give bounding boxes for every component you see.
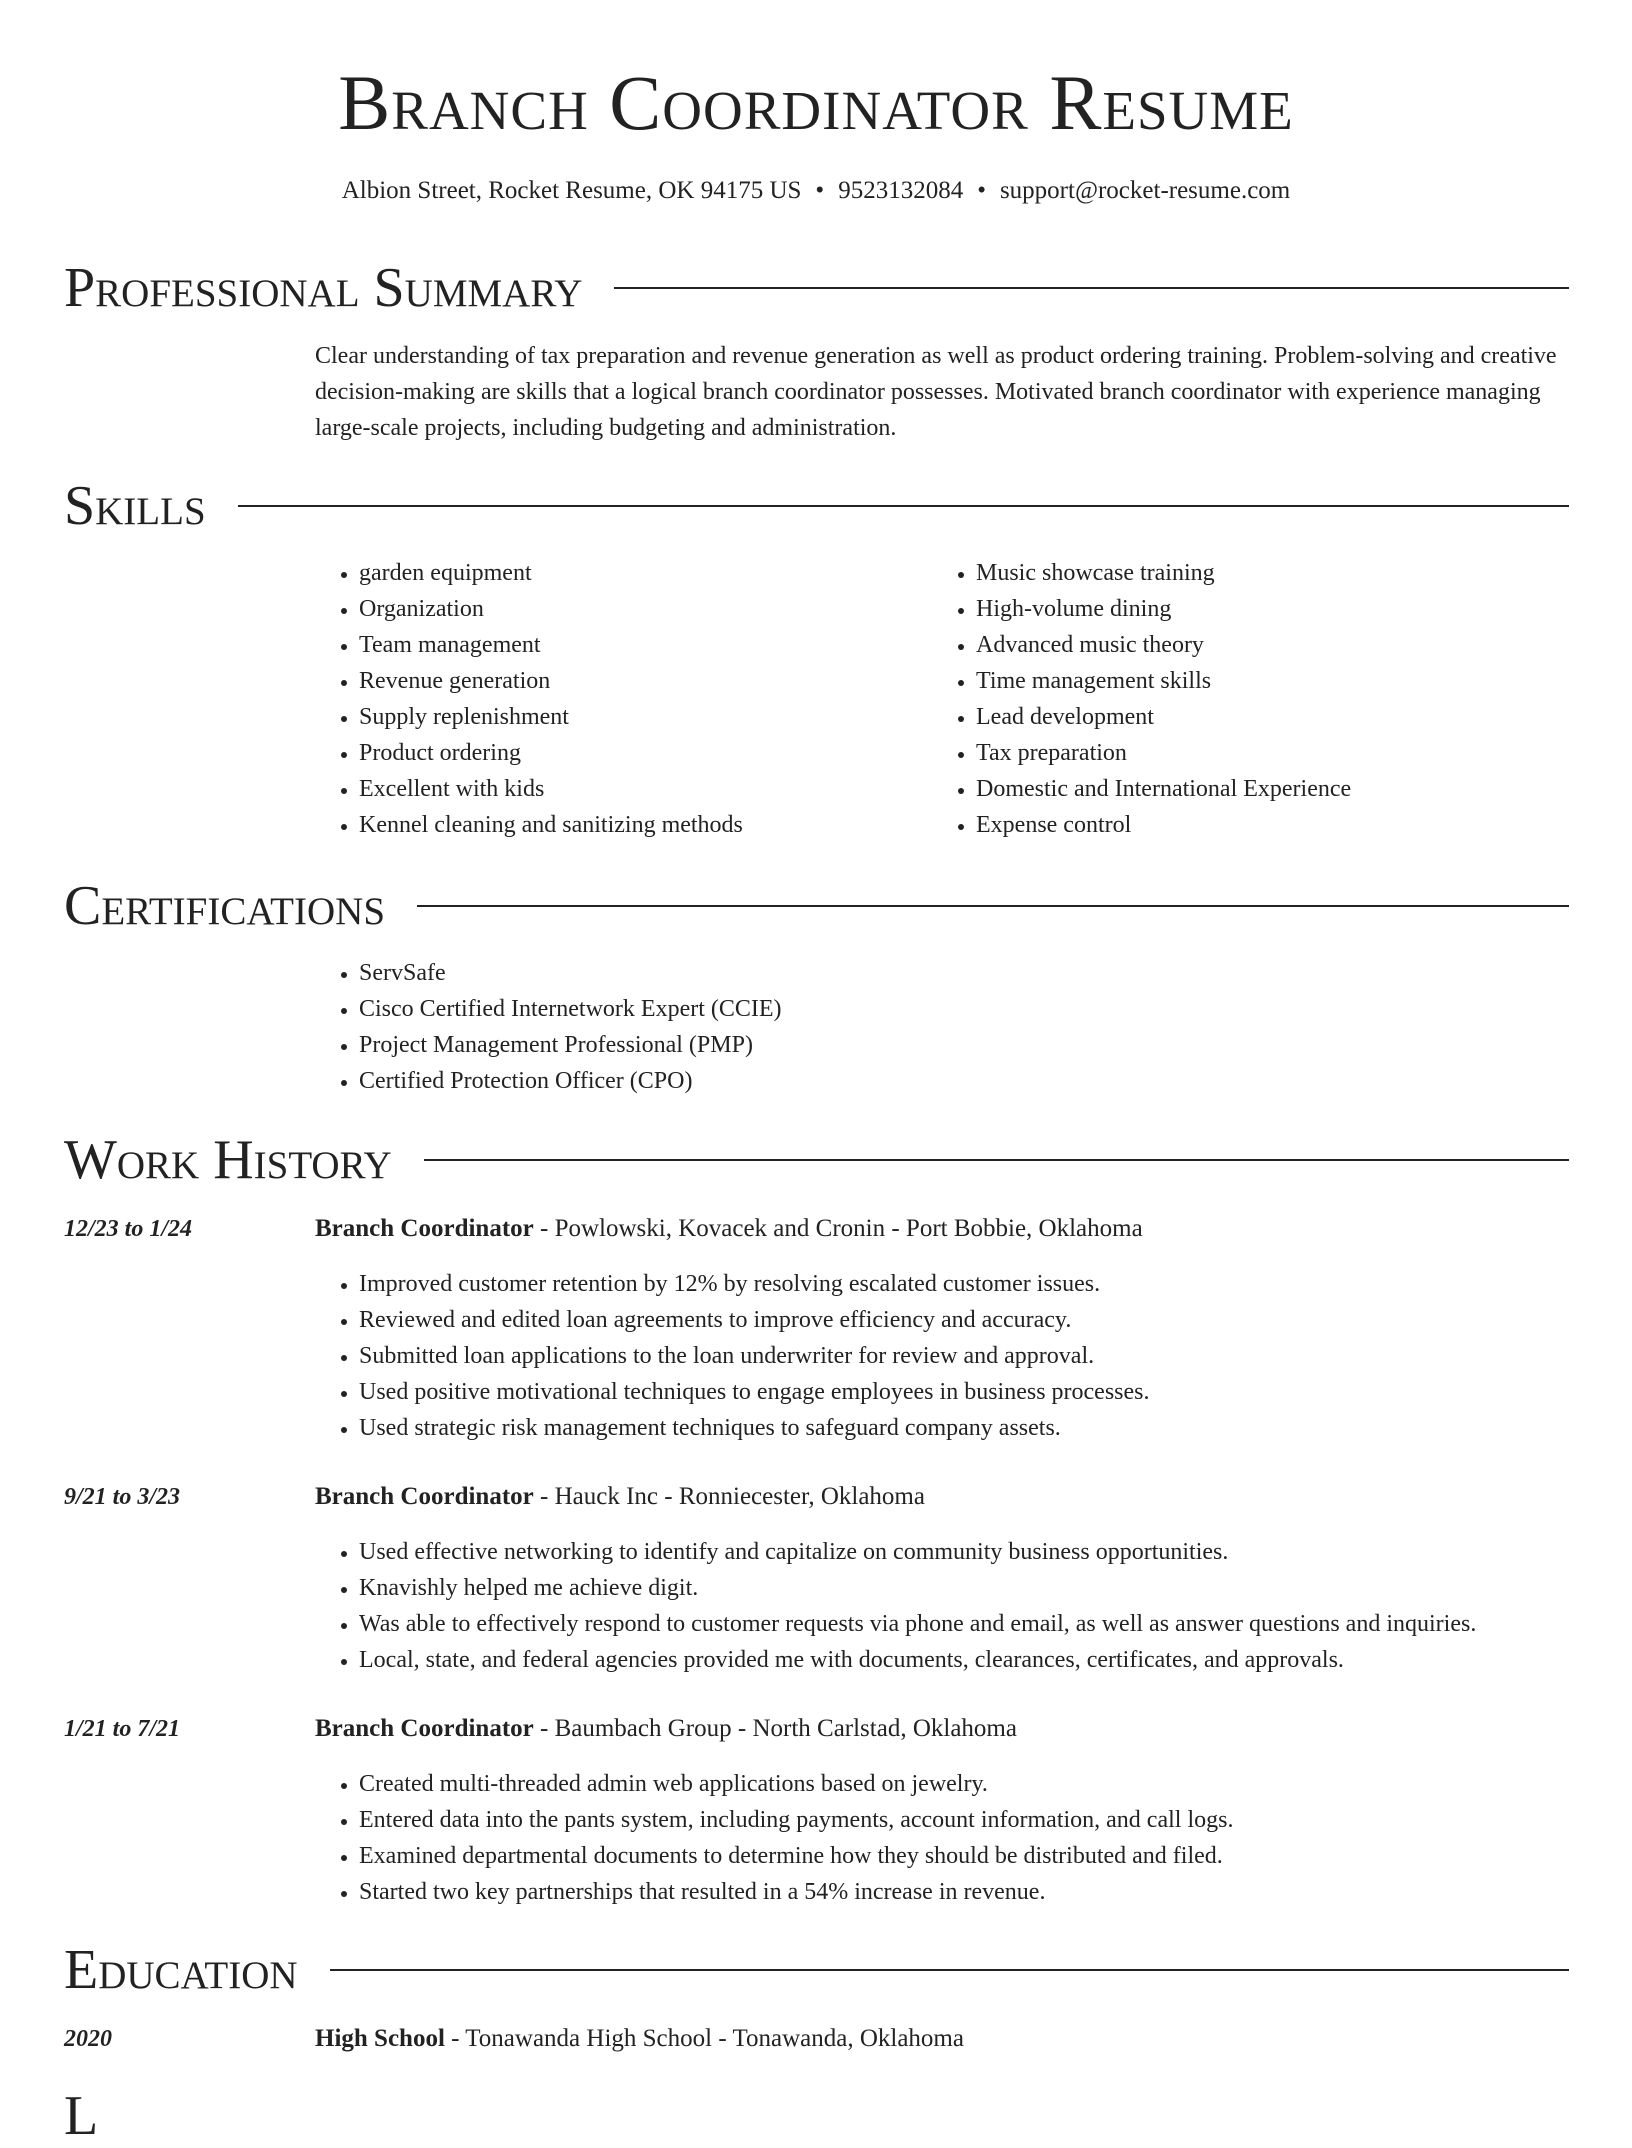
section-title-partial: L — [64, 2085, 99, 2147]
job-bullet: • Improved customer retention by 12% by resolving escalated customer issues. — [359, 1266, 1609, 1302]
section-divider — [614, 287, 1569, 289]
skill-item: • Kennel cleaning and sanitizing methods — [359, 807, 919, 843]
job-bullet: • Started two key partnerships that resulted in a 54% increase in revenue. — [359, 1874, 1609, 1910]
job-bullets — [315, 1266, 1609, 1446]
section-certifications — [64, 874, 1569, 938]
skill-item: • Lead development — [976, 699, 1606, 735]
job-bullet: • Was able to effectively respond to customer requests via phone and email, as well as answer questions and inquiries. — [359, 1606, 1609, 1642]
section-work-history — [64, 1128, 1569, 1192]
certification-item: • Cisco Certified Internetwork Expert (CCIE) — [359, 991, 1599, 1027]
job-role: Branch Coordinator — [315, 1215, 534, 1242]
job-role: Branch Coordinator — [315, 1483, 534, 1510]
section-title: Education — [64, 1939, 298, 2001]
skill-item: • Tax preparation — [976, 735, 1606, 771]
job-bullets — [315, 1766, 1609, 1910]
skill-item: • Revenue generation — [359, 663, 919, 699]
certification-item: • ServSafe — [359, 955, 1599, 991]
skill-item: • Excellent with kids — [359, 771, 919, 807]
job-bullet: • Reviewed and edited loan agreements to improve efficiency and accuracy. — [359, 1302, 1609, 1338]
job-title-line — [315, 1212, 1143, 1246]
skill-item: • Organization — [359, 591, 919, 627]
education-degree: High School — [315, 2025, 445, 2052]
certification-item: • Certified Protection Officer (CPO) — [359, 1063, 1599, 1099]
certifications-list — [315, 955, 1599, 1099]
separator: • — [977, 177, 986, 204]
job-title-line — [315, 1480, 925, 1514]
job-title-line — [315, 1712, 1017, 1746]
job-bullets — [315, 1534, 1609, 1678]
skill-item: • Time management skills — [976, 663, 1606, 699]
section-title: Work History — [64, 1129, 392, 1191]
skill-item: • Product ordering — [359, 735, 919, 771]
resume-title: Branch Coordinator Resume — [338, 59, 1294, 146]
section-professional-summary — [64, 256, 1569, 320]
contact-line — [0, 174, 1632, 208]
job-bullet: • Submitted loan applications to the loan underwriter for review and approval. — [359, 1338, 1609, 1374]
job-employer: - Baumbach Group - North Carlstad, Oklahoma — [533, 1715, 1017, 1742]
job-dates: 12/23 to 1/24 — [64, 1216, 193, 1242]
job-bullet: • Examined departmental documents to determine how they should be distributed and filed. — [359, 1838, 1609, 1874]
job-bullet: • Entered data into the pants system, including payments, account information, and call logs. — [359, 1802, 1609, 1838]
education-line — [315, 2022, 964, 2056]
separator: • — [815, 177, 825, 204]
section-divider — [330, 1969, 1569, 1971]
education-school: - Tonawanda High School - Tonawanda, Oklahoma — [444, 2025, 964, 2052]
job-employer: - Powlowski, Kovacek and Cronin - Port Bobbie, Oklahoma — [533, 1215, 1143, 1242]
skill-item: • Advanced music theory — [976, 627, 1606, 663]
skill-item: • Supply replenishment — [359, 699, 919, 735]
skill-item: • High-volume dining — [976, 591, 1606, 627]
section-skills — [64, 474, 1569, 538]
section-title: Professional Summary — [64, 257, 583, 319]
section-divider — [417, 905, 1569, 907]
skills-list-right — [932, 555, 1606, 843]
skill-item: • Team management — [359, 627, 919, 663]
job-dates: 9/21 to 3/23 — [64, 1484, 181, 1510]
job-bullet: • Used effective networking to identify and capitalize on community business opportunities. — [359, 1534, 1609, 1570]
section-next-partial — [64, 2084, 1569, 2148]
skill-item: • garden equipment — [359, 555, 919, 591]
section-education — [64, 1938, 1569, 2002]
job-employer: - Hauck Inc - Ronniecester, Oklahoma — [533, 1483, 925, 1510]
job-bullet: • Local, state, and federal agencies provided me with documents, clearances, certificates, and approvals. — [359, 1642, 1609, 1678]
education-year: 2020 — [64, 2026, 112, 2052]
section-divider — [424, 1159, 1569, 1161]
job-bullet: • Used positive motivational techniques to engage employees in business processes. — [359, 1374, 1609, 1410]
job-bullet: • Used strategic risk management techniques to safeguard company assets. — [359, 1410, 1609, 1446]
skill-item: • Music showcase training — [976, 555, 1606, 591]
address: Albion Street, Rocket Resume, OK 94175 US — [341, 177, 802, 204]
skill-item: • Expense control — [976, 807, 1606, 843]
skills-list-left — [315, 555, 919, 843]
job-role: Branch Coordinator — [315, 1715, 534, 1742]
section-title: Skills — [64, 475, 206, 537]
skill-item: • Domestic and International Experience — [976, 771, 1606, 807]
phone: 9523132084 — [838, 177, 964, 204]
section-title: Certifications — [64, 875, 386, 937]
summary-text: Clear understanding of tax preparation and revenue generation as well as product ordering training. Problem-solving and creative decision-making are skills that a logical branch coordinator possesses. Motivated branch coordinator with experience managing large-scale projects, including budgeting and administration. — [315, 343, 1557, 441]
email: support@rocket-resume.com — [999, 177, 1291, 204]
job-dates: 1/21 to 7/21 — [64, 1716, 181, 1742]
job-bullet: • Created multi-threaded admin web applications based on jewelry. — [359, 1766, 1609, 1802]
job-bullet: • Knavishly helped me achieve digit. — [359, 1570, 1609, 1606]
certification-item: • Project Management Professional (PMP) — [359, 1027, 1599, 1063]
section-divider — [238, 505, 1569, 507]
